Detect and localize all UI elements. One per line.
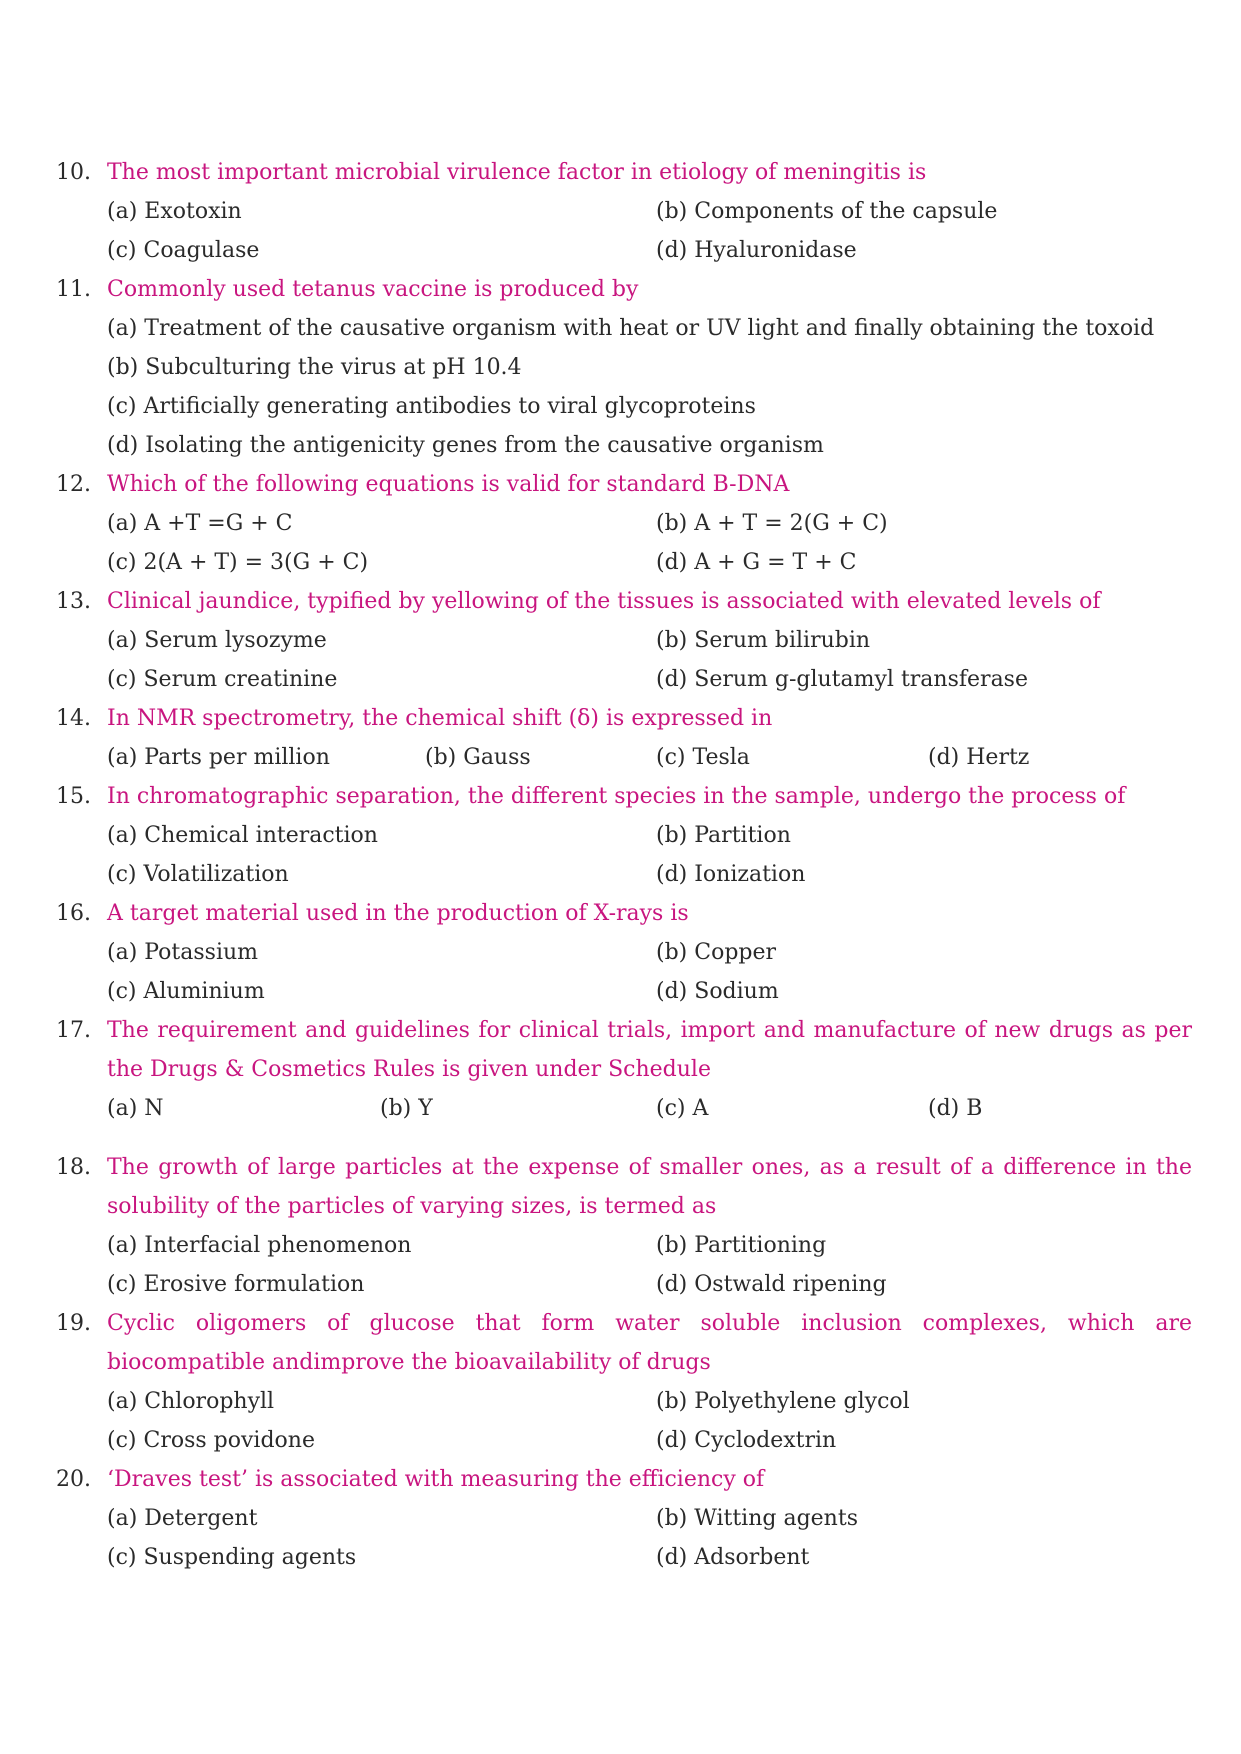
option-a: (a) A +T =G + C [107, 511, 293, 536]
question-number: 18. [56, 1155, 91, 1180]
option-a: (a) Treatment of the causative organism with heat or UV light and finally obtaining the toxoid [107, 316, 1155, 341]
option-a: (a) N [107, 1096, 164, 1121]
question-number: 17. [56, 1018, 91, 1043]
option-a: (a) Parts per million [107, 745, 330, 770]
question-text: A target material used in the production of X-rays is [107, 901, 689, 926]
option-d: (d) Hertz [928, 745, 1030, 770]
option-c: (c) 2(A + T) = 3(G + C) [107, 550, 369, 575]
option-b: (b) Polyethylene glycol [656, 1389, 910, 1414]
option-b: (b) Partitioning [656, 1233, 827, 1258]
question-text: Commonly used tetanus vaccine is produced by [107, 277, 639, 302]
question-17 [0, 1011, 1241, 1128]
option-d: (d) Adsorbent [656, 1545, 810, 1570]
option-b: (b) Partition [656, 823, 791, 848]
option-d: (d) A + G = T + C [656, 550, 857, 575]
question-number: 10. [56, 160, 91, 185]
option-c: (c) Coagulase [107, 238, 260, 263]
question-20 [0, 1460, 1241, 1577]
option-c: (c) Artificially generating antibodies to viral glycoproteins [107, 394, 756, 419]
option-d: (d) B [928, 1096, 983, 1121]
option-a: (a) Interfacial phenomenon [107, 1233, 412, 1258]
option-b: (b) A + T = 2(G + C) [656, 511, 888, 536]
option-d: (d) Serum g-glutamyl transferase [656, 667, 1028, 692]
option-c: (c) Aluminium [107, 979, 265, 1004]
question-number: 11. [56, 277, 91, 302]
question-text: The growth of large particles at the expense of smaller ones, as a result of a difference in the solubility of the particles of varying sizes, is termed as [107, 1155, 1192, 1219]
question-number: 13. [56, 589, 91, 614]
question-text: The requirement and guidelines for clinical trials, import and manufacture of new drugs as per the Drugs & Cosmetics Rules is given under Schedule [107, 1018, 1192, 1082]
option-a: (a) Chlorophyll [107, 1389, 275, 1414]
option-d: (d) Cyclodextrin [656, 1428, 837, 1453]
question-13 [0, 582, 1241, 699]
question-12 [0, 465, 1241, 582]
question-number: 19. [56, 1311, 91, 1336]
option-c: (c) Tesla [656, 745, 750, 770]
option-a: (a) Chemical interaction [107, 823, 378, 848]
question-10 [0, 153, 1241, 270]
question-text: Cyclic oligomers of glucose that form water soluble inclusion complexes, which are biocompatible andimprove the bioavailability of drugs [107, 1311, 1192, 1375]
question-number: 12. [56, 472, 91, 497]
question-text: In chromatographic separation, the different species in the sample, undergo the process of [107, 784, 1126, 809]
option-d: (d) Ionization [656, 862, 806, 887]
question-number: 20. [56, 1467, 91, 1492]
option-b: (b) Components of the capsule [656, 199, 998, 224]
option-d: (d) Ostwald ripening [656, 1272, 887, 1297]
question-16 [0, 894, 1241, 1011]
option-b: (b) Copper [656, 940, 777, 965]
option-a: (a) Detergent [107, 1506, 258, 1531]
option-c: (c) A [656, 1096, 709, 1121]
option-c: (c) Erosive formulation [107, 1272, 365, 1297]
option-c: (c) Serum creatinine [107, 667, 338, 692]
option-c: (c) Suspending agents [107, 1545, 357, 1570]
option-a: (a) Exotoxin [107, 199, 242, 224]
option-b: (b) Gauss [425, 745, 531, 770]
question-number: 14. [56, 706, 91, 731]
option-c: (c) Cross povidone [107, 1428, 315, 1453]
option-b: (b) Serum bilirubin [656, 628, 871, 653]
question-text: The most important microbial virulence factor in etiology of meningitis is [107, 160, 927, 185]
option-a: (a) Potassium [107, 940, 259, 965]
option-d: (d) Sodium [656, 979, 779, 1004]
question-number: 16. [56, 901, 91, 926]
question-text: Which of the following equations is valid for standard B-DNA [107, 472, 790, 497]
option-c: (c) Volatilization [107, 862, 289, 887]
question-19 [0, 1304, 1241, 1460]
question-number: 15. [56, 784, 91, 809]
option-b: (b) Witting agents [656, 1506, 858, 1531]
question-15 [0, 777, 1241, 894]
option-d: (d) Hyaluronidase [656, 238, 857, 263]
option-b: (b) Y [380, 1096, 433, 1121]
option-a: (a) Serum lysozyme [107, 628, 327, 653]
question-page [0, 153, 1241, 1577]
question-text: ‘Draves test’ is associated with measuring the efficiency of [107, 1467, 765, 1492]
question-text: In NMR spectrometry, the chemical shift (δ) is expressed in [107, 706, 773, 731]
option-b: (b) Subculturing the virus at pH 10.4 [107, 355, 522, 380]
option-d: (d) Isolating the antigenicity genes from the causative organism [107, 433, 824, 458]
question-18 [0, 1148, 1241, 1304]
question-14 [0, 699, 1241, 777]
question-text: Clinical jaundice, typified by yellowing of the tissues is associated with elevated levels of [107, 589, 1101, 614]
spacer [0, 1128, 1241, 1148]
question-11 [0, 270, 1241, 465]
